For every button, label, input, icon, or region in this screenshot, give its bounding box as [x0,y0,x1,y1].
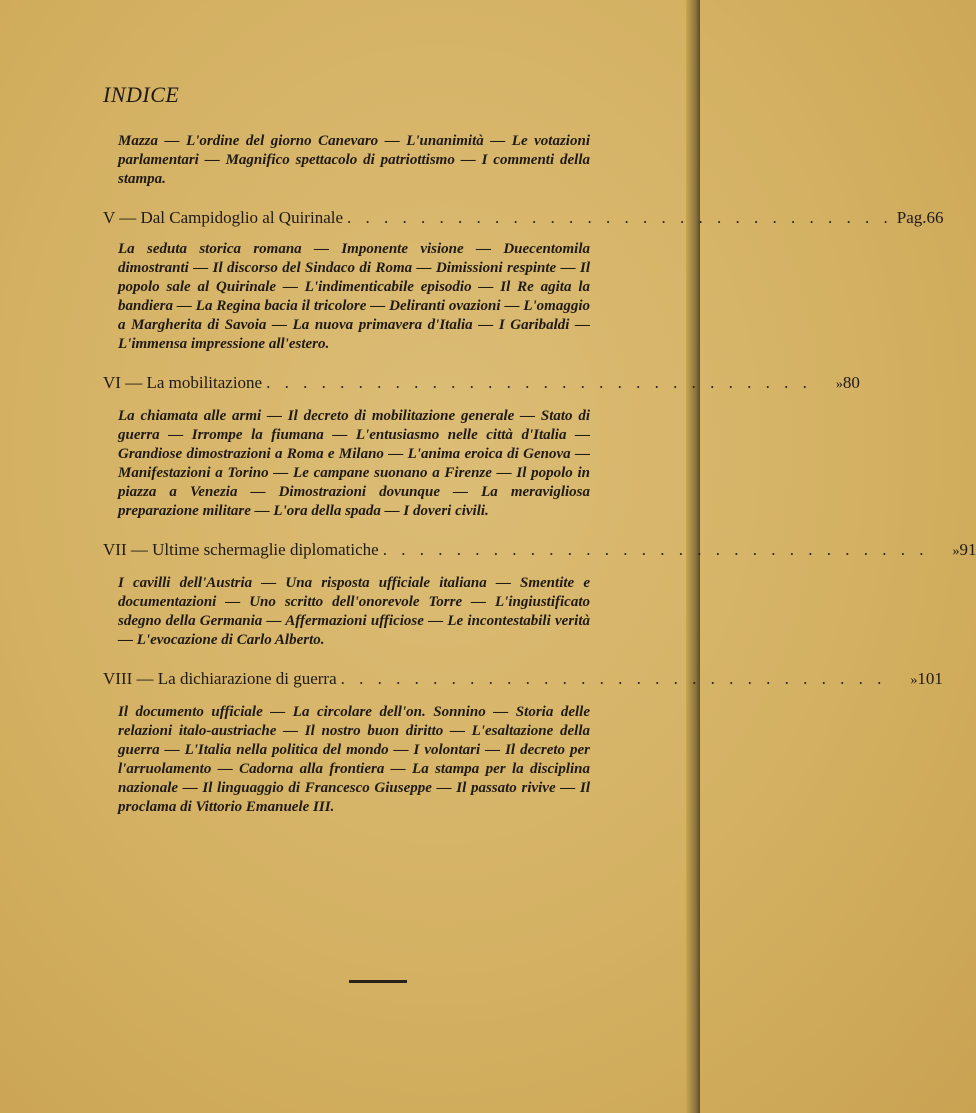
toc-entry-v [103,207,944,354]
toc-entry-line[interactable] [103,539,976,563]
chapter-summary: Il documento ufficiale — La circolare dell'on. Sonnino — Storia delle relazioni italo-austriache — Il nostro buon diritto — L'esaltazione della guerra — L'Italia nella politica del mondo — I volontari — Il decreto per l'arruolamento — Cadorna alla frontiera — La stampa per la disciplina nazionale — Il linguaggio di Francesco Giuseppe — Il passato rivive — Il proclama di Vittorio Emanuele III. [118,704,590,815]
page-label: » [835,377,843,392]
chapter-title[interactable]: V — Dal Campidoglio al Quirinale [103,208,344,227]
page-reference [897,207,944,229]
page-number: 80 [842,373,860,392]
index-page [103,82,976,817]
chapter-summary: La seduta storica romana — Imponente visione — Duecentomila dimostranti — Il discorso del Sindaco di Roma — Dimissioni respinte — Il popolo sale al Quirinale — L'indimenticabile episodio — Il Re agita la bandiera — La Regina bacia il tricolore — Deliranti ovazioni — L'omaggio a Margherita di Savoia — La nuova primavera d'Italia — I Garibaldi — L'immensa impressione all'estero. [118,241,590,352]
page-reference [890,668,943,692]
page-label: » [952,544,960,559]
page-number: 91 [959,540,976,559]
page-reference [932,539,976,563]
toc-entry-line[interactable] [103,372,860,396]
chapter-summary: La chiamata alle armi — Il decreto di mobilitazione generale — Stato di guerra — Irrompe la fiumana — L'entusiasmo nelle città d'Italia — Grandiose dimostrazioni a Roma e Milano — L'anima eroica di Genova — Manifestazioni a Torino — Le campane suonano a Firenze — Il popolo in piazza a Venezia — Dimostrazioni dovunque — La meravigliosa preparazione militare — L'ora della spada — I doveri civili. [118,408,590,519]
toc-entry-viii [103,668,943,817]
chapter-summary: I cavilli dell'Austria — Una risposta ufficiale italiana — Smentite e documentazioni — Uno scritto dell'onorevole Torre — L'ingiustificato sdegno della Germania — Affermazioni ufficiose — Le incontestabili verità — L'evocazione di Carlo Alberto. [118,575,590,648]
chapter-title[interactable]: VIII — La dichiarazione di guerra [103,669,337,688]
chapter-title[interactable]: VII — Ultime schermaglie diplomatiche [103,540,379,559]
page-label: Pag. [896,208,927,227]
page-title: INDICE [103,82,180,107]
dot-leader: . . . . . . . . . . . . . . . . . . . . . . . . . . . . . . [340,669,887,688]
page-number: 66 [926,208,944,227]
dot-leader: . . . . . . . . . . . . . . . . . . . . . . . . . . . . . . [266,373,812,392]
page-reference [816,372,860,396]
dot-leader: . . . . . . . . . . . . . . . . . . . . . . . . . . . . . . [382,540,929,559]
toc-entry-vi [103,372,860,521]
chapter-title[interactable]: VI — La mobilitazione [103,373,263,392]
page-number: 101 [917,669,943,688]
toc-entry-vii [103,539,976,650]
toc-entry-line[interactable] [103,207,944,229]
toc-entry-line[interactable] [103,668,943,692]
end-rule-divider [349,980,407,983]
continued-summary: Mazza — L'ordine del giorno Canevaro — L'unanimità — Le votazioni parlamentari — Magnifico spettacolo di patriottismo — I commenti della stampa. [118,133,590,187]
page-label: » [910,673,918,688]
dot-leader: . . . . . . . . . . . . . . . . . . . . . . . . . . . . . . [347,208,893,227]
